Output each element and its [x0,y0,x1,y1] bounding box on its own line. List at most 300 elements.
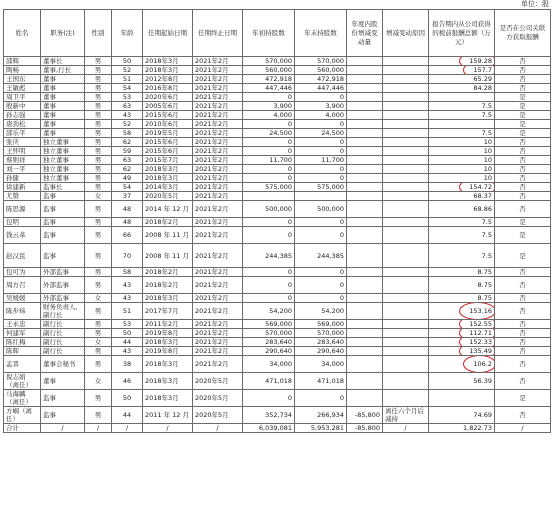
pay-cell: 68.37 [429,192,495,201]
name-cell: 孟晋 [4,356,41,373]
pay-cell [429,390,495,407]
related-pay-cell: 是 [495,227,551,244]
pay-cell [429,183,495,192]
title-cell: / [41,424,85,433]
end-shares-cell: 24,500 [295,129,347,138]
header-cell: 姓名 [4,10,41,57]
related-pay-cell: 否 [495,294,551,303]
table-row [4,294,551,303]
table-row [4,277,551,294]
title-cell: 监事长 [41,183,85,192]
begin-shares-cell: 352,734 [243,407,295,424]
title-cell: 独立董事 [41,138,85,147]
change-cell [347,120,383,129]
name-cell: 殷新中 [4,102,41,111]
end-date-cell: 2021年2月 [193,111,243,120]
table-row [4,329,551,338]
title-cell: 监事 [41,390,85,407]
table-row [4,227,551,244]
change-cell [347,338,383,347]
end-shares-cell: 0 [295,165,347,174]
related-pay-cell: 否 [495,347,551,356]
end-shares-cell: 0 [295,268,347,277]
reason-cell [383,174,429,183]
unit-label: 单位：股 [521,0,549,8]
end-date-cell: 2021年2月 [193,93,243,102]
end-date-cell: 2021年2月 [193,329,243,338]
change-cell [347,320,383,329]
begin-shares-cell: 0 [243,120,295,129]
sex-cell: 男 [85,347,112,356]
circled-pay-value: 135.49 [469,347,492,355]
end-shares-cell: 560,000 [295,66,347,75]
end-shares-cell: 570,000 [295,57,347,66]
begin-shares-cell: 34,000 [243,356,295,373]
pay-cell: 7.5 [429,102,495,111]
reason-cell [383,75,429,84]
title-cell: 监事 [41,192,85,201]
age-cell: 50 [112,329,143,338]
table-row [4,244,551,268]
end-date-cell: 2021年2月 [193,338,243,347]
start-date-cell: 2018年3月 [143,57,193,66]
header-cell: 职务(注) [41,10,85,57]
pay-cell [429,57,495,66]
name-cell: 孙健 [4,174,41,183]
pay-cell [429,320,495,329]
related-pay-cell: 否 [495,303,551,320]
title-cell: 副行长 [41,347,85,356]
circled-pay-value: 106.2 [473,360,492,368]
title-cell: 董事 [41,120,85,129]
name-cell: 刘一平 [4,165,41,174]
end-shares-cell: 0 [295,294,347,303]
change-cell [347,102,383,111]
start-date-cell: 2019年5月 [143,129,193,138]
end-date-cell: 2021年2月 [193,218,243,227]
end-date-cell: 2020年5月 [193,390,243,407]
age-cell: / [112,424,143,433]
sex-cell: 男 [85,93,112,102]
pay-cell [429,120,495,129]
table-row [4,138,551,147]
change-cell [347,75,383,84]
end-date-cell: / [193,424,243,433]
end-shares-cell: 0 [295,277,347,294]
start-date-cell: 2019年8月 [143,347,193,356]
reason-cell [383,356,429,373]
pay-cell: 10 [429,138,495,147]
end-shares-cell: 3,900 [295,102,347,111]
begin-shares-cell: 560,000 [243,66,295,75]
change-cell [347,111,383,120]
table-row [4,320,551,329]
reason-cell [383,320,429,329]
begin-shares-cell [243,192,295,201]
name-cell: 陶畅 [4,66,41,75]
title-cell: 监事 [41,218,85,227]
related-pay-cell: 否 [495,165,551,174]
change-cell [347,183,383,192]
change-cell [347,268,383,277]
table-row [4,111,551,120]
reason-cell [383,93,429,102]
end-date-cell: 2021年2月 [193,102,243,111]
title-cell: 董事 [41,111,85,120]
reason-cell [383,57,429,66]
pay-cell: 7.5 [429,227,495,244]
reason-cell [383,120,429,129]
end-date-cell: 2021年2月 [193,57,243,66]
name-cell: 方峒（离任） [4,407,41,424]
title-cell: 董事 [41,84,85,93]
change-cell: -85,800 [347,424,383,433]
reason-cell [383,192,429,201]
begin-shares-cell: 290,640 [243,347,295,356]
title-cell: 外部监事 [41,268,85,277]
table-row [4,120,551,129]
age-cell: 52 [112,120,143,129]
name-cell: 尤赞 [4,192,41,201]
name-cell: 陈步炜 [4,303,41,320]
header-cell: 性别 [85,10,112,57]
start-date-cell: 2018年2月 [143,277,193,294]
sex-cell: 男 [85,407,112,424]
title-cell: 董事会秘书 [41,356,85,373]
change-cell [347,165,383,174]
end-date-cell: 2021年2月 [193,84,243,93]
end-date-cell: 2020年5月 [193,373,243,390]
reason-cell [383,218,429,227]
title-cell: 董事 [41,75,85,84]
start-date-cell: 2008 年 11 月 [143,227,193,244]
start-date-cell: 2018年3月 [143,174,193,183]
end-shares-cell: 11,700 [295,156,347,165]
circled-pay-value: 152.33 [469,338,492,346]
sex-cell: 男 [85,138,112,147]
pay-cell: 1,822.73 [429,424,495,433]
start-date-cell: / [143,424,193,433]
title-cell: 副行长 [41,338,85,347]
related-pay-cell: 否 [495,84,551,93]
sex-cell: 男 [85,218,112,227]
table-row [4,66,551,75]
name-cell: 陈红梅 [4,338,41,347]
circled-pay-value: 152.55 [469,320,492,328]
reason-cell [383,111,429,120]
age-cell: 50 [112,390,143,407]
pay-cell: 8.75 [429,277,495,294]
name-cell: 赵汉民 [4,244,41,268]
title-cell: 董事 [41,129,85,138]
change-cell [347,201,383,218]
start-date-cell: 2008 年 11 月 [143,244,193,268]
change-cell [347,329,383,338]
end-date-cell: 2021年2月 [193,138,243,147]
age-cell: 53 [112,320,143,329]
shareholding-table [3,9,551,433]
begin-shares-cell: 0 [243,268,295,277]
age-cell: 51 [112,75,143,84]
start-date-cell: 2018年3月 [143,390,193,407]
end-date-cell: 2021年2月 [193,303,243,320]
name-cell: 王敏彪 [4,84,41,93]
reason-cell [383,347,429,356]
name-cell: 孙志强 [4,111,41,120]
sex-cell: 女 [85,192,112,201]
table-row [4,183,551,192]
reason-cell [383,183,429,192]
pay-cell [429,347,495,356]
related-pay-cell: 否 [495,373,551,390]
table-body [4,57,551,433]
related-pay-cell: 否 [495,57,551,66]
end-date-cell: 2021年2月 [193,294,243,303]
begin-shares-cell: 0 [243,138,295,147]
table-row [4,174,551,183]
pay-cell [429,303,495,320]
name-cell: 蔡则祥 [4,156,41,165]
end-date-cell: 2020年5月 [193,407,243,424]
pay-cell: 74.69 [429,407,495,424]
reason-cell [383,147,429,156]
sex-cell: 男 [85,277,112,294]
start-date-cell: 2014 年 12 月 [143,201,193,218]
related-pay-cell: 否 [495,268,551,277]
change-cell [347,244,383,268]
start-date-cell: 2010年6月 [143,120,193,129]
reason-cell [383,129,429,138]
begin-shares-cell: 0 [243,165,295,174]
table-row [4,93,551,102]
title-cell: 副行长 [41,320,85,329]
start-date-cell: 2012年8月 [143,75,193,84]
end-shares-cell [295,192,347,201]
start-date-cell: 2017年7月 [143,303,193,320]
begin-shares-cell: 244,385 [243,244,295,268]
reason-cell [383,390,429,407]
table-row [4,347,551,356]
change-cell [347,138,383,147]
start-date-cell: 2018年2月 [143,268,193,277]
sex-cell: 女 [85,373,112,390]
reason-cell [383,294,429,303]
age-cell: 53 [112,93,143,102]
reason-cell [383,201,429,218]
age-cell: 58 [112,129,143,138]
pay-cell: 10 [429,174,495,183]
sex-cell: 男 [85,329,112,338]
header-cell: 年度内股份增减变动量 [347,10,383,57]
begin-shares-cell: 0 [243,390,295,407]
title-cell: 监事 [41,407,85,424]
table-row [4,75,551,84]
end-shares-cell: 4,000 [295,111,347,120]
sex-cell: 男 [85,320,112,329]
table-row [4,407,551,424]
name-cell: 陈晖 [4,347,41,356]
name-cell: 包明 [4,218,41,227]
title-cell: 董事 [41,93,85,102]
related-pay-cell: 否 [495,201,551,218]
sex-cell: 男 [85,129,112,138]
header-cell: 年龄 [112,10,143,57]
begin-shares-cell: 472,918 [243,75,295,84]
begin-shares-cell: 0 [243,218,295,227]
related-pay-cell: 否 [495,156,551,165]
end-shares-cell: 500,000 [295,201,347,218]
title-cell: 财务负责人,副行长 [41,303,85,320]
begin-shares-cell: 4,000 [243,111,295,120]
end-date-cell: 2021年2月 [193,156,243,165]
name-cell: 王怀明 [4,147,41,156]
begin-shares-cell: 283,640 [243,338,295,347]
table-row [4,303,551,320]
related-pay-cell: 是 [495,244,551,268]
sex-cell: 男 [85,75,112,84]
end-shares-cell: 472,918 [295,75,347,84]
age-cell: 62 [112,138,143,147]
change-cell [347,390,383,407]
end-shares-cell: 575,000 [295,183,347,192]
begin-shares-cell: 54,200 [243,303,295,320]
title-cell: 独立董事 [41,156,85,165]
sex-cell: 男 [85,156,112,165]
title-cell: 董事长 [41,57,85,66]
age-cell: 37 [112,192,143,201]
title-cell: 监事 [41,201,85,218]
name-cell: 合计 [4,424,41,433]
table-row [4,156,551,165]
name-cell: 唐劲松 [4,120,41,129]
age-cell: 52 [112,66,143,75]
start-date-cell: 2011年2月 [143,320,193,329]
begin-shares-cell: 0 [243,294,295,303]
table-row [4,57,551,66]
start-date-cell: 2015年6月 [143,111,193,120]
end-date-cell: 2021年2月 [193,147,243,156]
end-date-cell: 2021年2月 [193,174,243,183]
related-pay-cell: 是 [495,120,551,129]
end-shares-cell: 570,000 [295,329,347,338]
begin-shares-cell: 0 [243,93,295,102]
end-date-cell: 2021年2月 [193,268,243,277]
end-date-cell: 2021年2月 [193,120,243,129]
reason-cell [383,102,429,111]
name-cell: 倪志娟（离任） [4,373,41,390]
pay-cell: 56.39 [429,373,495,390]
header-cell: 年末持股数 [295,10,347,57]
reason-cell [383,329,429,338]
age-cell: 43 [112,347,143,356]
header-cell: 是否在公司关联方获取报酬 [495,10,551,57]
end-date-cell: 2021年2月 [193,320,243,329]
pay-cell: 7.5 [429,218,495,227]
table-row [4,356,551,373]
reason-cell: / [383,424,429,433]
change-cell [347,156,383,165]
related-pay-cell: 否 [495,183,551,192]
related-pay-cell: 否 [495,320,551,329]
begin-shares-cell: 500,000 [243,201,295,218]
end-date-cell: 2021年2月 [193,227,243,244]
end-date-cell: 2021年2月 [193,75,243,84]
change-cell [347,93,383,102]
end-shares-cell: 290,640 [295,347,347,356]
begin-shares-cell: 24,500 [243,129,295,138]
end-date-cell: 2021年2月 [193,165,243,174]
sex-cell: / [85,424,112,433]
name-cell: 钱云革 [4,227,41,244]
end-shares-cell: 471,018 [295,373,347,390]
header-cell: 增减变动原因 [383,10,429,57]
age-cell: 62 [112,165,143,174]
pay-cell: 68.86 [429,201,495,218]
start-date-cell: 2018年3月 [143,165,193,174]
sex-cell: 男 [85,303,112,320]
end-date-cell: 2021年2月 [193,183,243,192]
header-cell: 任期终止日期 [193,10,243,57]
sex-cell: 女 [85,338,112,347]
name-cell: 周方召 [4,277,41,294]
age-cell: 50 [112,57,143,66]
name-cell: 吴媛媛 [4,294,41,303]
title-cell: 监事 [41,227,85,244]
age-cell: 63 [112,156,143,165]
table-row [4,147,551,156]
sex-cell: 男 [85,147,112,156]
start-date-cell: 2015年6月 [143,147,193,156]
end-shares-cell: 0 [295,93,347,102]
end-date-cell: 2021年2月 [193,192,243,201]
name-cell: 何建军 [4,329,41,338]
change-cell [347,347,383,356]
end-shares-cell: 447,446 [295,84,347,93]
sex-cell: 男 [85,390,112,407]
begin-shares-cell: 0 [243,277,295,294]
related-pay-cell: 是 [495,93,551,102]
related-pay-cell: 是 [495,218,551,227]
begin-shares-cell: 447,446 [243,84,295,93]
table-row [4,338,551,347]
reason-cell [383,244,429,268]
pay-cell: 10 [429,147,495,156]
circled-pay-value: 159.28 [469,57,492,65]
sex-cell: 男 [85,268,112,277]
end-shares-cell: 266,934 [295,407,347,424]
age-cell: 54 [112,84,143,93]
related-pay-cell: 是 [495,390,551,407]
begin-shares-cell: 3,900 [243,102,295,111]
sex-cell: 男 [85,84,112,93]
start-date-cell: 2015年6月 [143,138,193,147]
start-date-cell: 2018年3月 [143,338,193,347]
age-cell: 51 [112,303,143,320]
related-pay-cell: 否 [495,338,551,347]
pay-cell [429,66,495,75]
age-cell: 46 [112,373,143,390]
name-cell: 周卫平 [4,93,41,102]
begin-shares-cell: 0 [243,174,295,183]
age-cell: 58 [112,268,143,277]
sex-cell: 男 [85,57,112,66]
header-cell: 报告期内从公司获得的税前报酬总额（万元） [429,10,495,57]
age-cell: 44 [112,338,143,347]
related-pay-cell: 否 [495,407,551,424]
pay-cell [429,329,495,338]
age-cell: 48 [112,201,143,218]
begin-shares-cell: 6,039,081 [243,424,295,433]
